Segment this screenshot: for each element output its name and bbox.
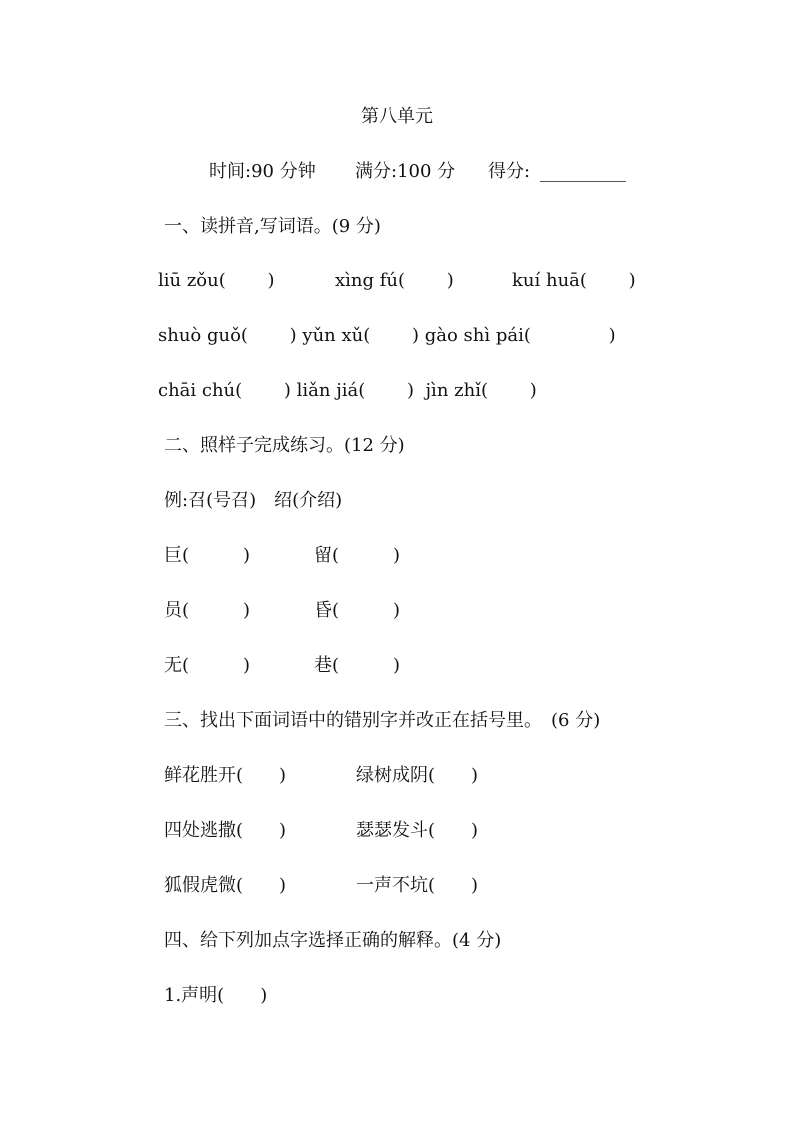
score-blank[interactable]: [540, 163, 626, 182]
idiom-item: 鲜花胜开( ): [164, 765, 287, 786]
score-label: 得分:: [488, 161, 531, 182]
pinyin-item: xìng fú( ): [335, 270, 454, 291]
section-1-heading: 一、读拼音,写词语。(9 分): [164, 216, 381, 237]
word-item: 昏( ): [314, 600, 401, 621]
pinyin-item: liū zǒu( ): [158, 270, 275, 291]
page-title: 第八单元: [361, 106, 433, 127]
full-score-info: 满分:100 分: [355, 161, 456, 182]
idiom-item: 一声不坑( ): [356, 875, 479, 896]
word-item: 巨( ): [164, 545, 251, 566]
pinyin-row: chāi chú( ) liǎn jiá( ) jìn zhǐ( ): [158, 380, 537, 401]
time-info: 时间:90 分钟: [209, 161, 316, 182]
idiom-item: 瑟瑟发斗( ): [356, 820, 479, 841]
example-line: 例:召(号召) 绍(介绍): [164, 490, 343, 511]
pinyin-item: kuí huā( ): [512, 270, 636, 291]
word-item: 巷( ): [314, 655, 401, 676]
question-item: 1.声明( ): [164, 985, 268, 1006]
word-item: 无( ): [164, 655, 251, 676]
idiom-item: 绿树成阴( ): [356, 765, 479, 786]
idiom-item: 狐假虎微( ): [164, 875, 287, 896]
word-item: 员( ): [164, 600, 251, 621]
section-2-heading: 二、照样子完成练习。(12 分): [164, 435, 405, 456]
pinyin-row: shuò guǒ( ) yǔn xǔ( ) gào shì pái( ): [158, 325, 616, 346]
idiom-item: 四处逃撒( ): [164, 820, 287, 841]
section-3-heading: 三、找出下面词语中的错别字并改正在括号里。 (6 分): [164, 710, 601, 731]
section-4-heading: 四、给下列加点字选择正确的解释。(4 分): [164, 930, 502, 951]
word-item: 留( ): [314, 545, 401, 566]
